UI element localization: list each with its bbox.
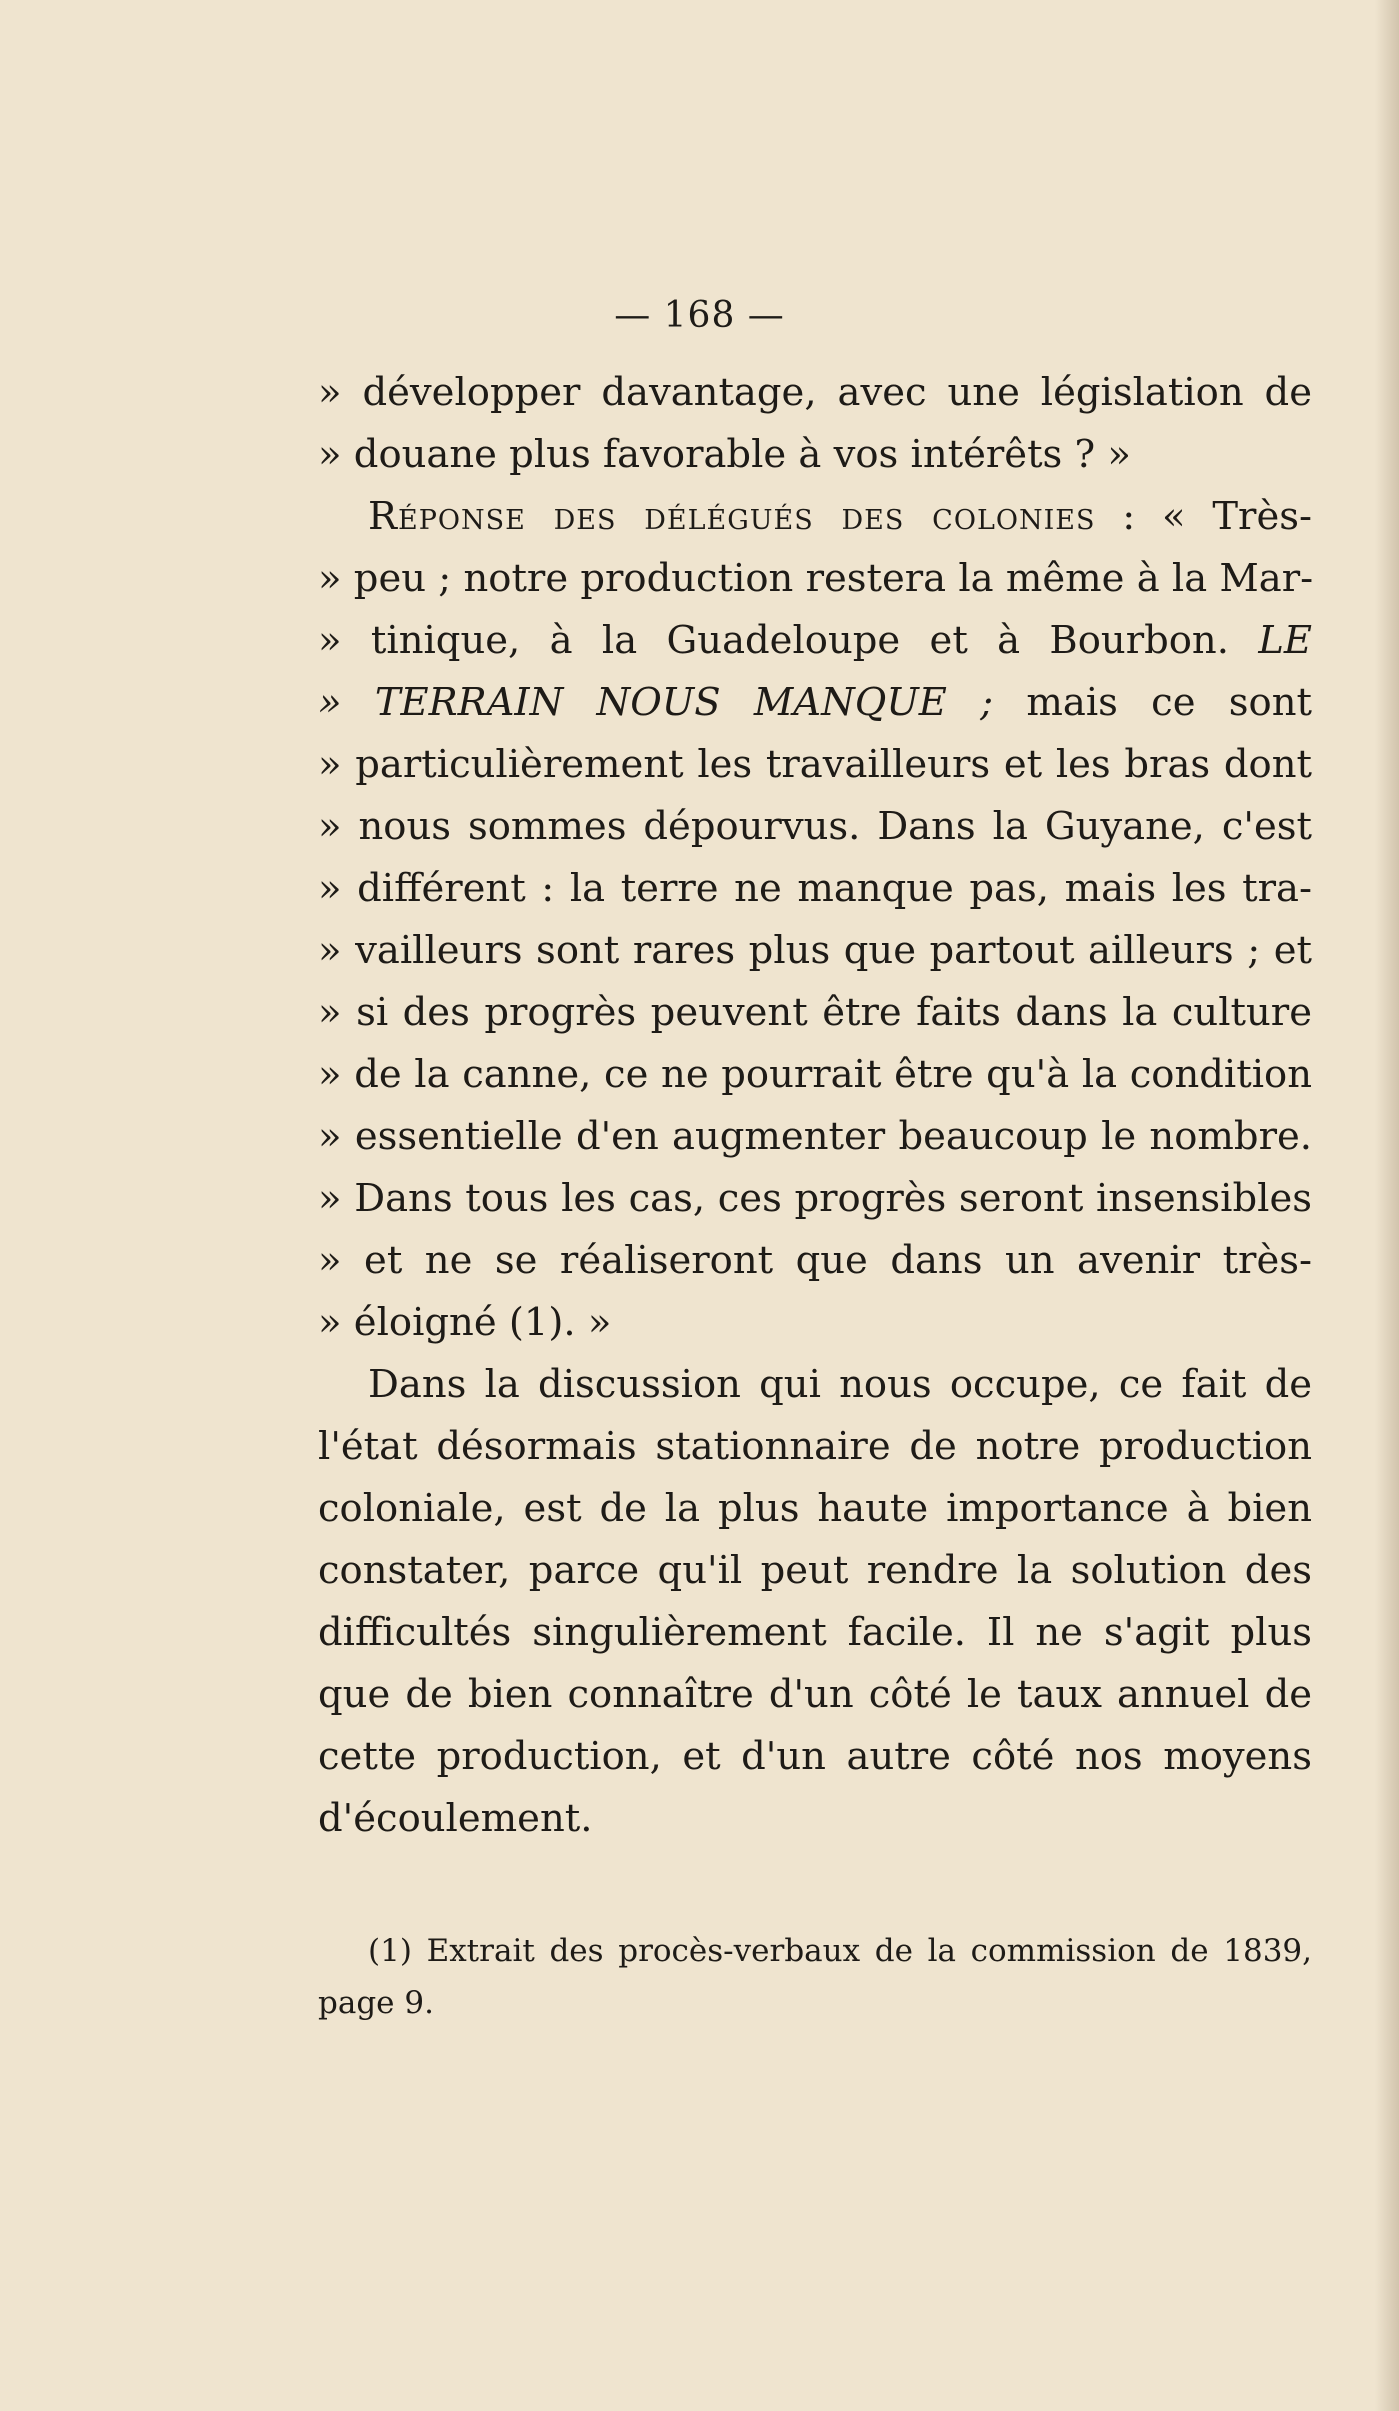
text-line: » nous sommes dépourvus. Dans la Guyane, c'est (318, 804, 1312, 849)
text-line (318, 672, 1312, 734)
page-edge-shadow (1375, 0, 1399, 2411)
text-line: Dans la discussion qui nous occupe, ce fait de (368, 1362, 1312, 1407)
emphasis-text: LE (1258, 618, 1312, 663)
text-line: » de la canne, ce ne pourrait être qu'à la condition (318, 1052, 1312, 1097)
text-line: » développer davantage, avec une législation de (318, 370, 1312, 415)
text-line: » particulièrement les travailleurs et les bras dont (318, 742, 1312, 787)
text-line: » si des progrès peuvent être faits dans la culture (318, 990, 1312, 1035)
text-line: d'écoulement. (318, 1796, 593, 1841)
text-line (318, 486, 1312, 548)
page-number: — 168 — (614, 295, 785, 336)
text-fragment: : « Très- (1095, 494, 1312, 539)
footnote (318, 1925, 1312, 2029)
text-line: » et ne se réaliseront que dans un avenir très- (318, 1238, 1312, 1283)
text-line: » essentielle d'en augmenter beaucoup le nombre. (318, 1114, 1312, 1159)
text-line: » douane plus favorable à vos intérêts ? » (318, 432, 1131, 477)
body-text (318, 362, 1312, 1850)
text-line: difficultés singulièrement facile. Il ne s'agit plus (318, 1610, 1312, 1655)
footnote-line: page 9. (318, 1985, 434, 2021)
text-line: coloniale, est de la plus haute importance à bien (318, 1486, 1312, 1531)
text-line: » peu ; notre production restera la même à la Mar- (318, 556, 1314, 601)
footnote-line: (1) Extrait des procès-verbaux de la commission de 1839, (368, 1933, 1312, 1969)
text-fragment: » tinique, à la Guadeloupe et à Bourbon. (318, 618, 1259, 663)
text-fragment: mais ce sont (993, 680, 1312, 725)
text-line: constater, parce qu'il peut rendre la solution des (318, 1548, 1312, 1593)
speaker-heading: Réponse des délégués des colonies (368, 494, 1096, 539)
text-line: cette production, et d'un autre côté nos moyens (318, 1734, 1312, 1779)
text-line (318, 610, 1312, 672)
emphasis-text: » TERRAIN NOUS MANQUE ; (318, 680, 994, 725)
text-line: » Dans tous les cas, ces progrès seront insensibles (318, 1176, 1312, 1221)
text-line: l'état désormais stationnaire de notre production (318, 1424, 1312, 1469)
text-line: que de bien connaître d'un côté le taux annuel de (318, 1672, 1312, 1717)
text-line: » vailleurs sont rares plus que partout ailleurs ; et (318, 928, 1312, 973)
text-line: » différent : la terre ne manque pas, mais les tra- (318, 866, 1312, 911)
text-line: » éloigné (1). » (318, 1300, 612, 1345)
